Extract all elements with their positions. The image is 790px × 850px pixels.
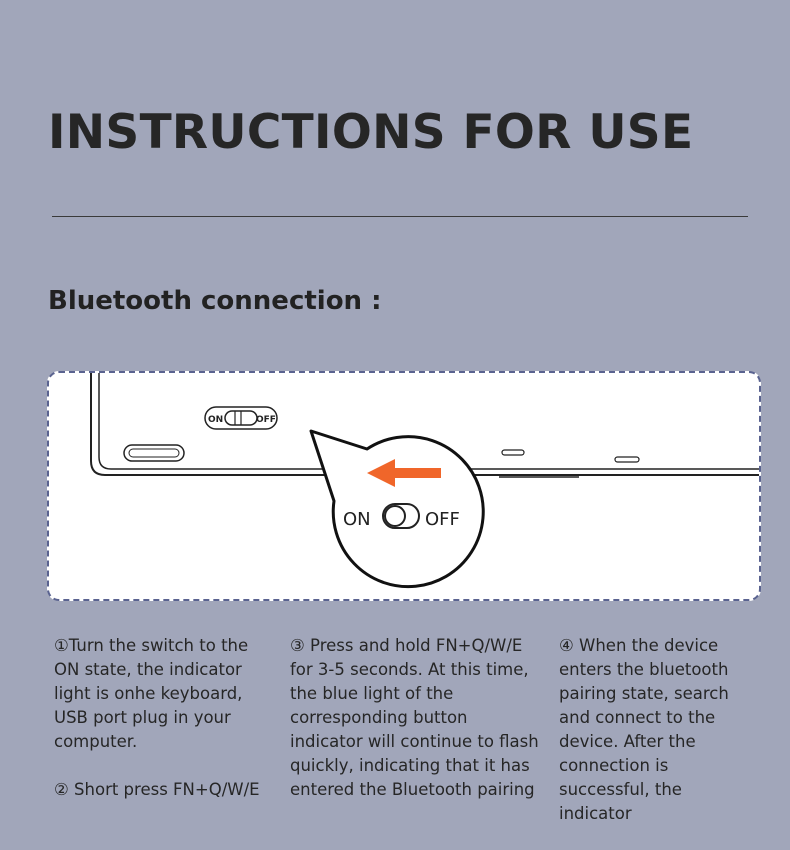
small-power-switch-icon	[205, 407, 277, 429]
step-3-text: ③ Press and hold FN+Q/W/E for 3-5 seconds. At this time, the blue light of the corresponding button indicator will continue to flash quickly, indicating that it has entered the Bluetooth pairing	[290, 636, 539, 799]
small-switch-on-label: ON	[208, 415, 224, 425]
big-switch-on-label: ON	[343, 509, 371, 530]
steps-column-1	[54, 634, 264, 826]
step-4-text: ④ When the device enters the bluetooth pairing state, search and connect to the device. After the connection is successful, the indicator	[559, 636, 729, 823]
step-2-text: ② Short press FN+Q/W/E	[54, 780, 260, 799]
port-slot-icon	[124, 445, 184, 461]
section-heading: Bluetooth connection :	[48, 286, 382, 316]
step-1-text: ①Turn the switch to the ON state, the indicator light is onhe keyboard, USB port plug in your computer.	[54, 636, 249, 751]
keyboard-illustration	[47, 371, 761, 601]
small-switch-off-label: OFF	[256, 415, 276, 425]
page-title: INSTRUCTIONS FOR USE	[48, 105, 694, 160]
title-divider	[52, 216, 748, 217]
steps-column-2	[290, 634, 540, 826]
steps-column-3	[559, 634, 759, 850]
keyboard-side-drawing	[49, 373, 761, 601]
big-switch-off-label: OFF	[425, 509, 460, 530]
